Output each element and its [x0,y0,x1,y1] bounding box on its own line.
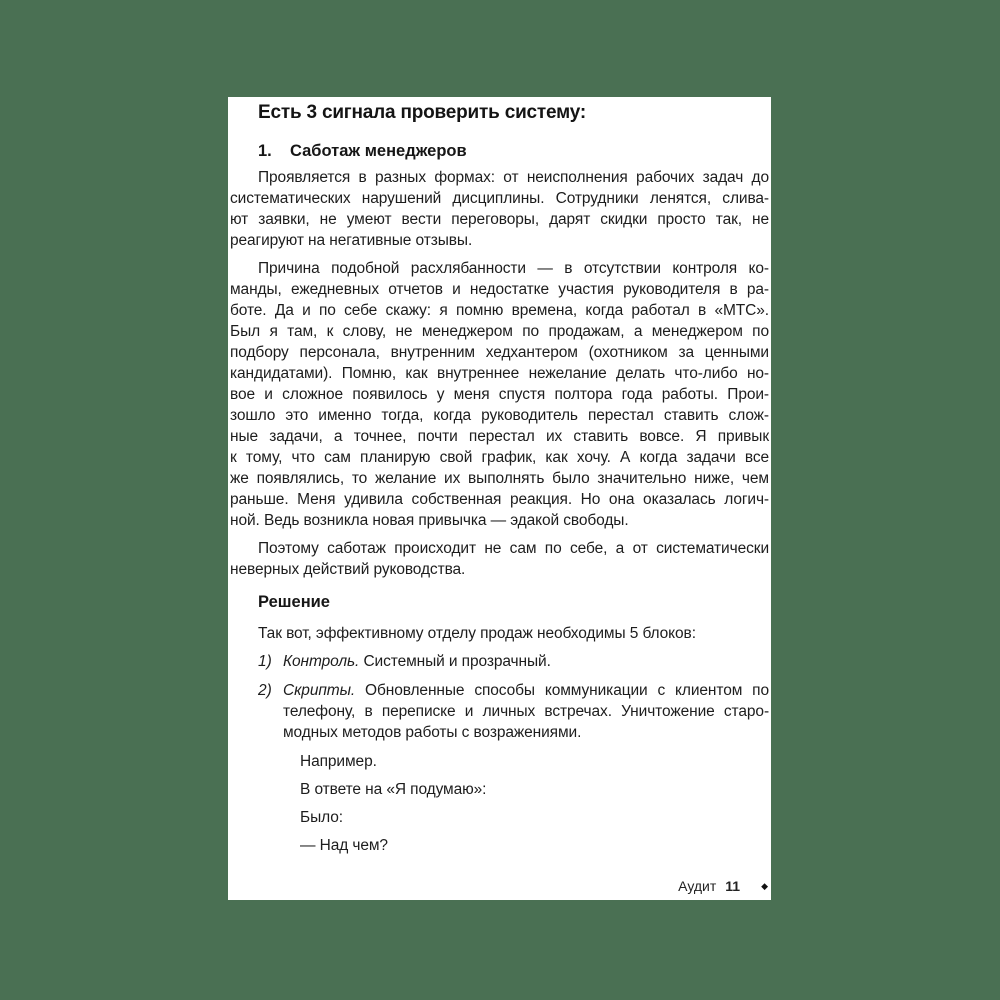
list-marker: 1) [258,653,272,670]
section-title: Саботаж менеджеров [290,142,467,160]
text-line: подбору персонала, внутренним хедхантером (охотником за ценными [230,344,769,361]
text-line: Контроль. Системный и прозрачный. [283,653,551,670]
list-item [230,680,769,743]
footer-page-number: 11 [725,878,741,894]
text-line: Был я там, к слову, не менеджером по продажам, а менеджером по [230,323,769,340]
text-line: ют заявки, не умеют вести переговоры, дарят скидки просто так, не [230,211,769,228]
section-heading [230,141,769,162]
example-line: В ответе на «Я подумаю»: [300,781,487,798]
text-line: манды, ежедневных отчетов и недостатке участия руководителя в ра- [230,281,769,298]
list-item [230,651,769,672]
footer-section-label: Аудит [678,878,717,894]
page-title: Есть 3 сигнала проверить систему: [258,102,586,123]
text-line: к тому, что сам планирую свой график, как хочу. А когда задачи все [230,449,769,466]
paragraph [230,258,769,531]
example-line: Например. [300,753,377,770]
text-line: Скрипты. Обновленные способы коммуникации с клиентом по [283,682,769,699]
section-number: 1. [258,142,272,160]
text-line: модных методов работы с возражениями. [283,724,582,741]
diamond-icon: ◆ [761,880,768,891]
paragraph [230,538,769,580]
page-content [230,167,769,856]
text-line: неверных действий руководства. [230,561,466,578]
text-line: реагируют на негативные отзывы. [230,232,473,249]
paragraph [230,623,769,644]
text-line: зошло это именно тогда, когда руководитель перестал ставить слож- [230,407,769,424]
text-line: боте. Да и по себе скажу: я помню времена, когда работал в «МТС». [230,302,769,319]
text-line: Поэтому саботаж происходит не сам по себе, а от систематически [258,540,769,557]
text-line: кандидатами). Помню, как внутреннее нежелание делать что-либо но- [230,365,769,382]
page-footer [678,878,768,894]
text-line: телефону, в переписке и личных встречах. Уничтожение старо- [283,703,769,720]
list-lead-italic: Скрипты. [283,682,365,699]
paragraph [230,167,769,251]
text-line: вое и сложное появилось у меня спустя полтора года работы. Прои- [230,386,769,403]
text-line: систематических нарушений дисциплины. Сотрудники ленятся, слива- [230,190,769,207]
example-line: — Над чем? [300,837,388,854]
text-line: раньше. Меня удивила собственная реакция. Но она оказалась логич- [230,491,769,508]
text-line: Проявляется в разных формах: от неисполнения рабочих задач до [258,169,769,186]
text-line: Так вот, эффективному отделу продаж необходимы 5 блоков: [258,625,696,642]
text-line: же появлялись, то желание их выполнять было значительно ниже, чем [230,470,769,487]
text-line: ной. Ведь возникла новая привычка — эдакой свободы. [230,512,629,529]
list-marker: 2) [258,682,272,699]
book-page [228,97,771,900]
example-line: Было: [300,809,343,826]
subheading: Решение [258,593,330,611]
text-line: Причина подобной расхлябанности — в отсутствии контроля ко- [258,260,769,277]
list-lead-italic: Контроль. [283,653,364,670]
text-line: ные задачи, а точнее, почти перестал их ставить вовсе. Я привык [230,428,769,445]
